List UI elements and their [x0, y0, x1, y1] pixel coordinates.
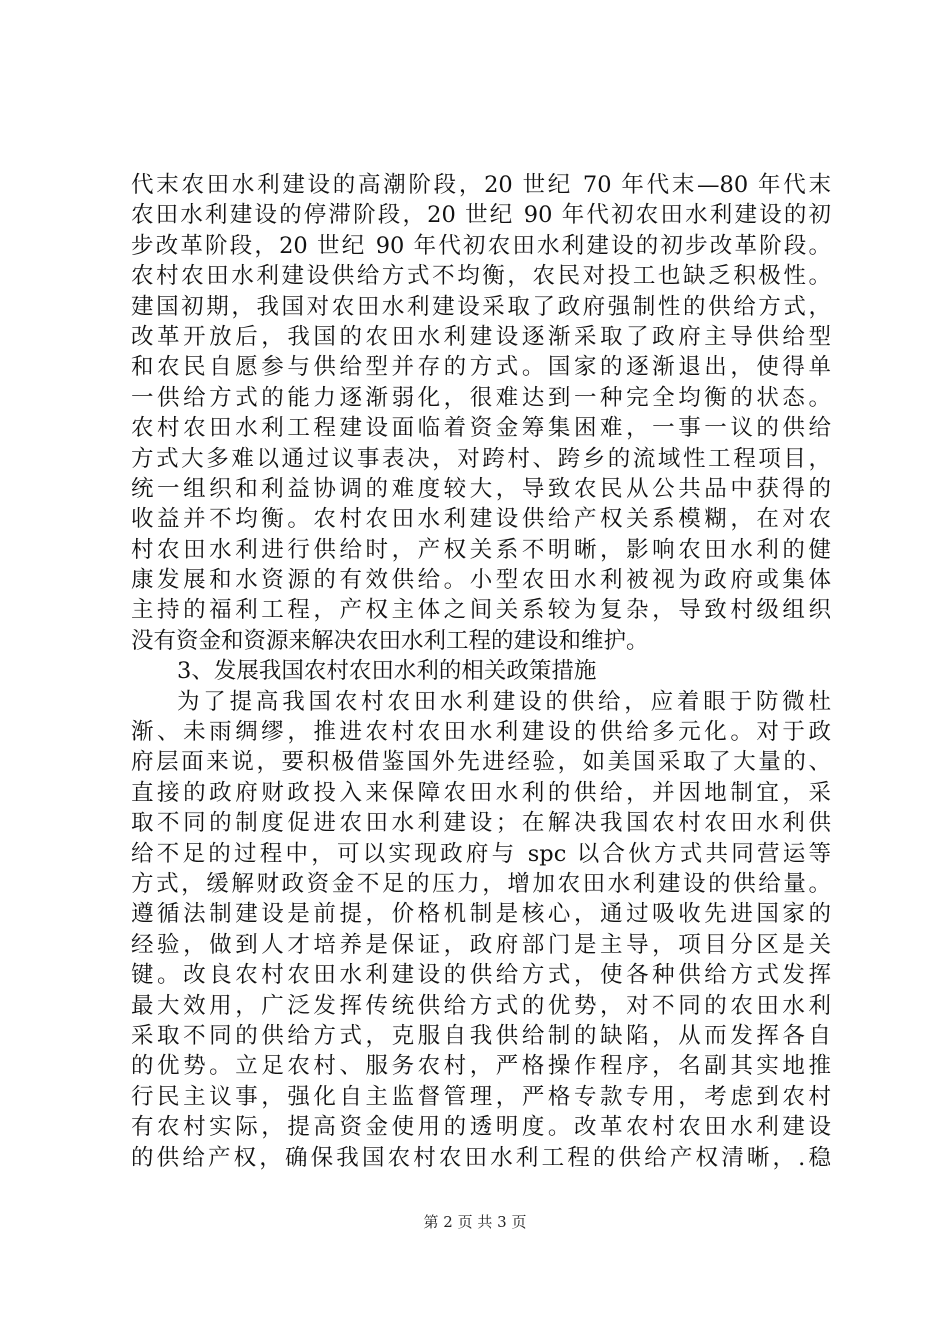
text-line: 村农田水利进行供给时，产权关系不明晰，影响农田水利的健	[131, 536, 831, 563]
text-line: 给不足的过程中，可以实现政府与 spc 以合伙方式共同营运等	[131, 840, 831, 867]
text-line: 有农村实际，提高资金使用的透明度。改革农村农田水利建设	[131, 1114, 831, 1141]
page-number-footer: 第 2 页 共 3 页	[423, 1213, 527, 1231]
text-line: 方式大多难以通过议事表决，对跨村、跨乡的流域性工程项目，	[131, 445, 831, 472]
text-line: 康发展和水资源的有效供给。小型农田水利被视为政府或集体	[131, 567, 831, 594]
text-line: 经验，做到人才培养是保证，政府部门是主导，项目分区是关	[131, 931, 831, 958]
text-line: 行民主议事，强化自主监督管理，严格专款专用，考虑到农村	[131, 1083, 831, 1110]
text-line: 和农民自愿参与供给型并存的方式。国家的逐渐退出，使得单	[131, 354, 831, 381]
text-line: 一供给方式的能力逐渐弱化，很难达到一种完全均衡的状态。	[131, 384, 831, 411]
text-line: 步改革阶段，20 世纪 90 年代初农田水利建设的初步改革阶段。	[131, 232, 831, 259]
text-line: 最大效用，广泛发挥传统供给方式的优势，对不同的农田水利	[131, 992, 831, 1019]
text-line: 建国初期，我国对农田水利建设采取了政府强制性的供给方式，	[131, 293, 831, 320]
text-line: 为了提高我国农村农田水利建设的供给，应着眼于防微杜	[177, 688, 831, 715]
text-line: 没有资金和资源来解决农田水利工程的建设和维护。	[131, 627, 649, 654]
text-line: 代末农田水利建设的高潮阶段，20 世纪 70 年代末—80 年代末	[131, 172, 831, 198]
text-line: 的优势。立足农村、服务农村，严格操作程序，名副其实地推	[131, 1053, 831, 1080]
text-line: 农田水利建设的停滞阶段，20 世纪 90 年代初农田水利建设的初	[131, 202, 831, 229]
text-line: 统一组织和利益协调的难度较大，导致农民从公共品中获得的	[131, 475, 831, 502]
section-heading: 3、发展我国农村农田水利的相关政策措施	[177, 658, 597, 685]
text-line: 渐、未雨绸缪，推进农村农田水利建设的供给多元化。对于政	[131, 719, 831, 746]
text-line: 农村农田水利工程建设面临着资金筹集困难，一事一议的供给	[131, 415, 831, 442]
text-line: 遵循法制建设是前提，价格机制是核心，通过吸收先进国家的	[131, 901, 831, 928]
text-line: 直接的政府财政投入来保障农田水利的供给，并因地制宜，采	[131, 779, 831, 806]
text-line: 方式，缓解财政资金不足的压力，增加农田水利建设的供给量。	[131, 870, 831, 897]
text-line: 农村农田水利建设供给方式不均衡，农民对投工也缺乏积极性。	[131, 263, 831, 290]
text-line: 主持的福利工程，产权主体之间关系较为复杂，导致村级组织	[131, 597, 831, 624]
text-line: 采取不同的供给方式，克服自我供给制的缺陷，从而发挥各自	[131, 1022, 831, 1049]
text-line: 改革开放后，我国的农田水利建设逐渐采取了政府主导供给型	[131, 323, 831, 350]
text-line: 收益并不均衡。农村农田水利建设供给产权关系模糊，在对农	[131, 506, 831, 533]
text-line: 键。改良农村农田水利建设的供给方式，使各种供给方式发挥	[131, 962, 831, 989]
text-line: 的供给产权，确保我国农村农田水利工程的供给产权清晰，.稳	[131, 1144, 831, 1171]
text-line: 取不同的制度促进农田水利建设；在解决我国农村农田水利供	[131, 810, 831, 837]
document-body	[131, 170, 831, 1173]
text-line: 府层面来说，要积极借鉴国外先进经验，如美国采取了大量的、	[131, 749, 831, 776]
